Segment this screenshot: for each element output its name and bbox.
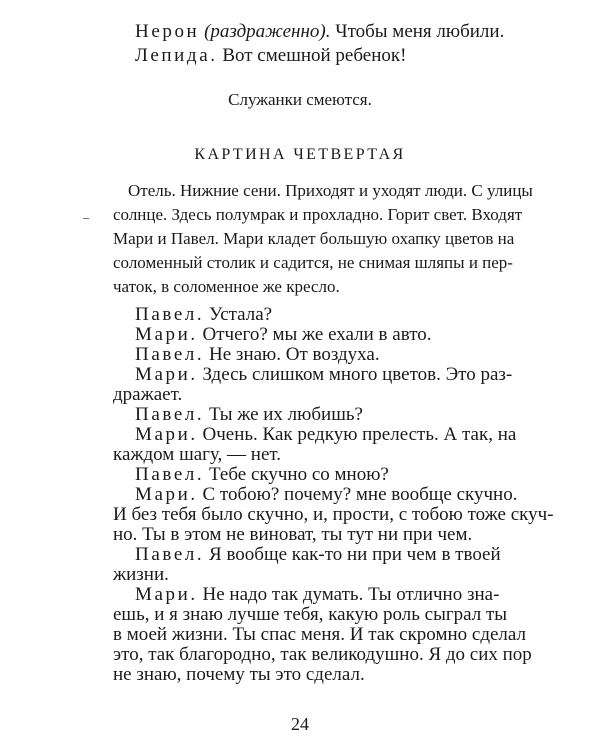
speaker-name: Мари. xyxy=(135,424,198,445)
dialogue-continuation: жизни. xyxy=(113,564,169,585)
speaker-name: Павел. xyxy=(135,404,205,425)
dialogue-line xyxy=(135,363,512,387)
dialogue-continuation: в моей жизни. Ты спас меня. И так скромно сделал xyxy=(113,624,526,645)
stage-direction-line: Мари и Павел. Мари кладет большую охапку цветов на xyxy=(113,229,515,248)
dialogue-continuation: ешь, и я знаю лучше тебя, какую роль сыграл ты xyxy=(113,604,508,625)
speaker-name: Павел. xyxy=(135,344,205,365)
dialogue-line xyxy=(135,543,501,567)
dialogue-text: Устала? xyxy=(209,304,273,325)
dialogue-text: С тобою? почему? мне вообще скучно. xyxy=(202,484,518,505)
stage-direction-line: солнце. Здесь полумрак и прохладно. Горит свет. Входят xyxy=(113,205,523,224)
dialogue-continuation: не знаю, почему ты это сделал. xyxy=(113,664,365,685)
speaker-name: Павел. xyxy=(135,464,205,485)
dialogue-text: Здесь слишком много цветов. Это раз- xyxy=(202,364,513,385)
page-number: 24 xyxy=(291,714,309,734)
speaker-name: Павел. xyxy=(135,544,205,565)
speaker-name: Нерон xyxy=(135,21,200,42)
stage-direction-line: соломенный столик и садится, не снимая шляпы и пер- xyxy=(113,253,513,272)
intro-line-2 xyxy=(135,44,406,68)
dialogue-text: Вот смешной ребенок! xyxy=(222,45,407,66)
dialogue-text: Я вообще как-то ни при чем в твоей xyxy=(209,544,501,565)
speaker-name: Мари. xyxy=(135,584,198,605)
stage-direction-line: Отель. Нижние сени. Приходят и уходят люди. С улицы xyxy=(128,181,533,200)
dialogue-text: Ты же их любишь? xyxy=(209,404,363,425)
dialogue-text: Чтобы меня любили. xyxy=(335,21,505,42)
speaker-name: Павел. xyxy=(135,304,205,325)
dialogue-continuation: каждом шагу, — нет. xyxy=(113,444,282,465)
inline-direction: (раздраженно). xyxy=(204,21,331,42)
stage-direction-line: чаток, в соломенное же кресло. xyxy=(113,277,340,296)
speaker-name: Мари. xyxy=(135,484,198,505)
dialogue-text: Тебе скучно со мною? xyxy=(209,464,389,485)
speaker-name: Мари. xyxy=(135,364,198,385)
stage-note: Служанки смеются. xyxy=(228,90,372,109)
speaker-name: Мари. xyxy=(135,324,198,345)
dialogue-continuation: это, так благородно, так великодушно. Я до сих пор xyxy=(113,644,532,665)
dialogue-text: Не надо так думать. Ты отлично зна- xyxy=(202,584,500,605)
scene-heading: КАРТИНА ЧЕТВЕРТАЯ xyxy=(194,146,406,163)
print-speck xyxy=(83,218,89,219)
dialogue-text: Отчего? мы же ехали в авто. xyxy=(202,324,432,345)
dialogue-text: Очень. Как редкую прелесть. А так, на xyxy=(202,424,517,445)
dialogue-text: Не знаю. От воздуха. xyxy=(209,344,380,365)
speaker-name: Лепида. xyxy=(135,45,218,66)
intro-line-1 xyxy=(135,20,504,44)
dialogue-continuation: но. Ты в этом не виноват, ты тут ни при чем. xyxy=(113,524,473,545)
dialogue-continuation: И без тебя было скучно, и, прости, с тобою тоже скуч- xyxy=(113,504,554,525)
dialogue-continuation: дражает. xyxy=(113,384,183,405)
